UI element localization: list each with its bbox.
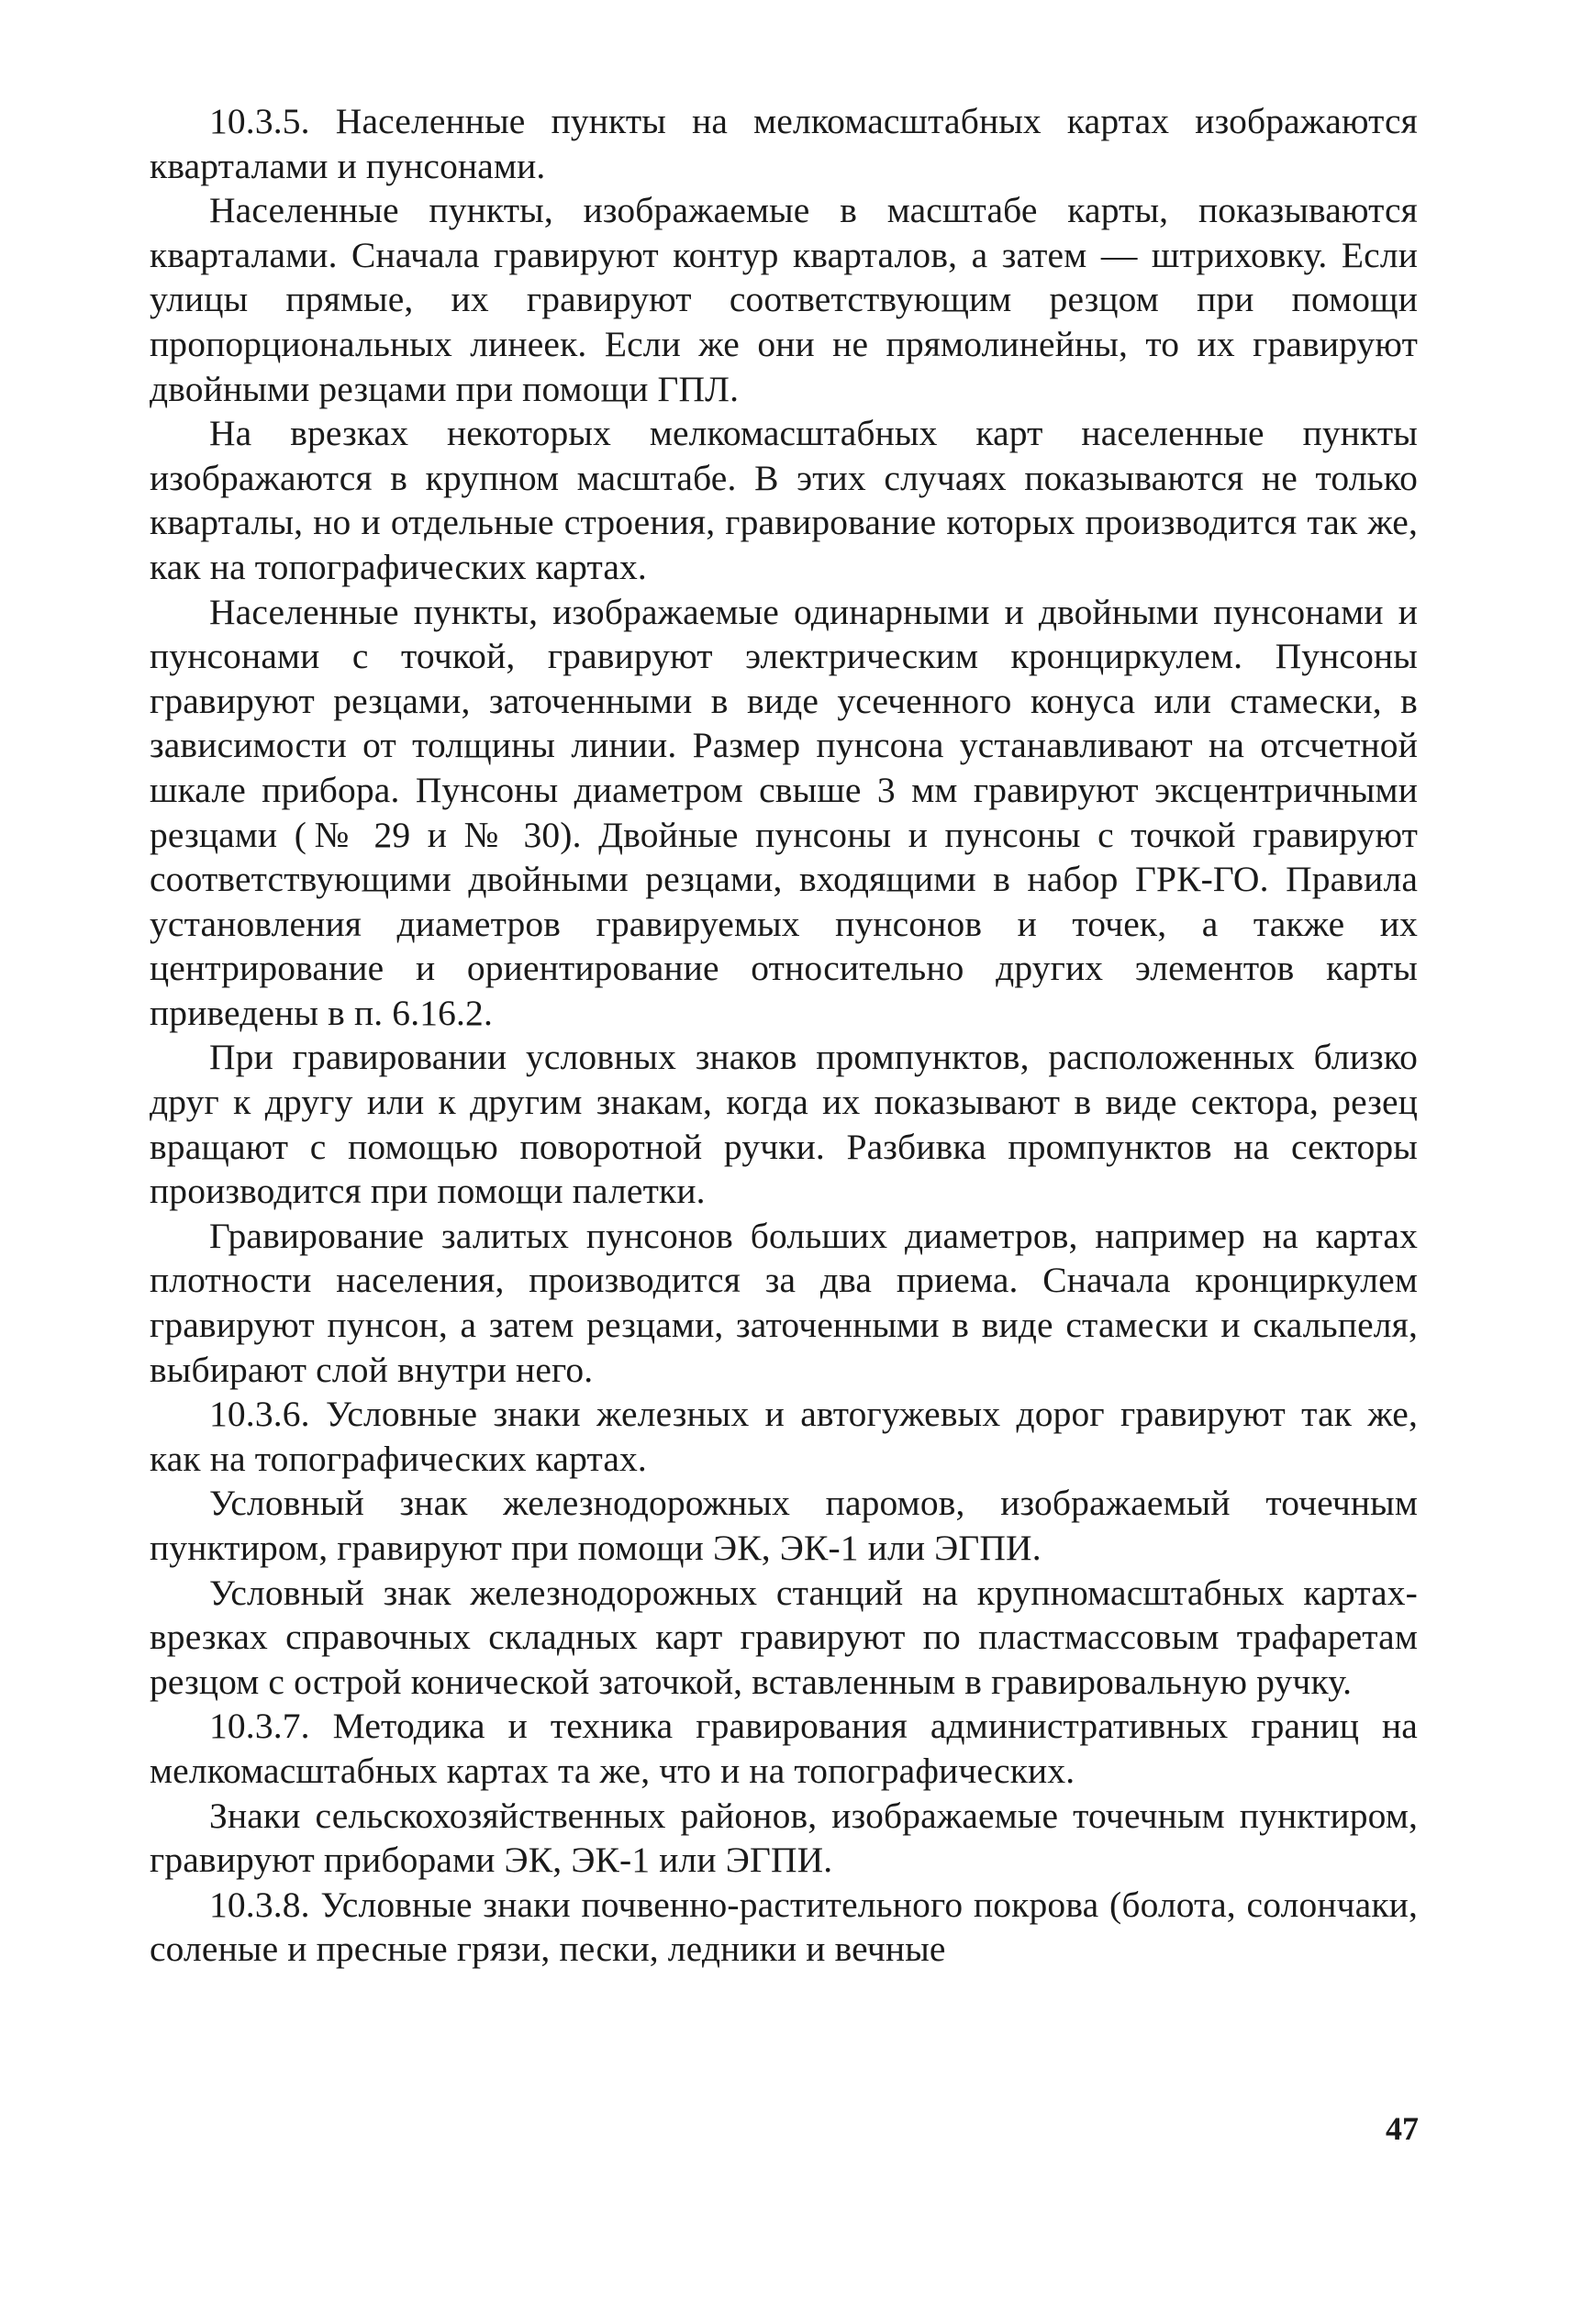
- paragraph-stations: Условный знак железнодорожных станций на крупномасштабных картах-врезках справочных складных карт гравируют по пластмассовым трафаретам резцом с острой конической заточкой, вставленным в гравировальную ручку.: [150, 1572, 1418, 1702]
- paragraph-settlements-scale: Населенные пункты, изображаемые в масштабе карты, показываются кварталами. Сначала гравируют контур кварталов, а затем — штриховку. Если улицы прямые, их гравируют соответствующим резцом при помощи пропорциональных линеек. Если же они не прямолинейны, то их гравируют двойными резцами при помощи ГПЛ.: [150, 190, 1418, 409]
- paragraph-10-3-8: 10.3.8. Условные знаки почвенно-растительного покрова (болота, солончаки, соленые и пресные грязи, пески, ледники и вечные: [150, 1884, 1418, 1970]
- paragraph-agricultural-districts: Знаки сельскохозяйственных районов, изображаемые точечным пунктиром, гравируют приборами ЭК, ЭК-1 или ЭГПИ.: [150, 1795, 1418, 1881]
- paragraph-insets: На врезках некоторых мелкомасштабных карт населенные пункты изображаются в крупном масштабе. В этих случаях показываются не только кварталы, но и отдельные строения, гравирование которых производится так же, как на топографических картах.: [150, 413, 1418, 587]
- page-number: 47: [1386, 2110, 1419, 2147]
- paragraph-filled-punsons: Гравирование залитых пунсонов больших диаметров, например на картах плотности населения, производится за два приема. Сначала кронциркулем гравируют пунсон, а затем резцами, заточенными в виде стамески и скальпеля, выбирают слой внутри него.: [150, 1215, 1418, 1390]
- page-body: [150, 99, 1418, 1972]
- paragraph-ferries: Условный знак железнодорожных паромов, изображаемый точечным пунктиром, гравируют при помощи ЭК, ЭК-1 или ЭГПИ.: [150, 1483, 1418, 1568]
- paragraph-10-3-7: 10.3.7. Методика и техника гравирования административных границ на мелкомасштабных картах та же, что и на топографических.: [150, 1706, 1418, 1791]
- paragraph-10-3-6: 10.3.6. Условные знаки железных и автогужевых дорог гравируют так же, как на топографических картах.: [150, 1394, 1418, 1479]
- paragraph-industrial-points: При гравировании условных знаков промпунктов, расположенных близко друг к другу или к другим знакам, когда их показывают в виде сектора, резец вращают с помощью поворотной ручки. Разбивка промпунктов на секторы производится при помощи палетки.: [150, 1037, 1418, 1212]
- paragraph-punsons: Населенные пункты, изображаемые одинарными и двойными пунсонами и пунсонами с точкой, гравируют электрическим кронциркулем. Пунсоны гравируют резцами, заточенными в виде усеченного конуса или стамески, в зависимости от толщины линии. Размер пунсона устанавливают на отсчетной шкале прибора. Пунсоны диаметром свыше 3 мм гравируют эксцентричными резцами (№ 29 и № 30). Двойные пунсоны и пунсоны с точкой гравируют соответствующими двойными резцами, входящими в набор ГРК-ГО. Правила установления диаметров гравируемых пунсонов и точек, а также их центрирование и ориентирование относительно других элементов карты приведены в п. 6.16.2.: [150, 591, 1418, 1033]
- paragraph-10-3-5: 10.3.5. Населенные пункты на мелкомасштабных картах изображаются кварталами и пунсонами.: [150, 101, 1418, 186]
